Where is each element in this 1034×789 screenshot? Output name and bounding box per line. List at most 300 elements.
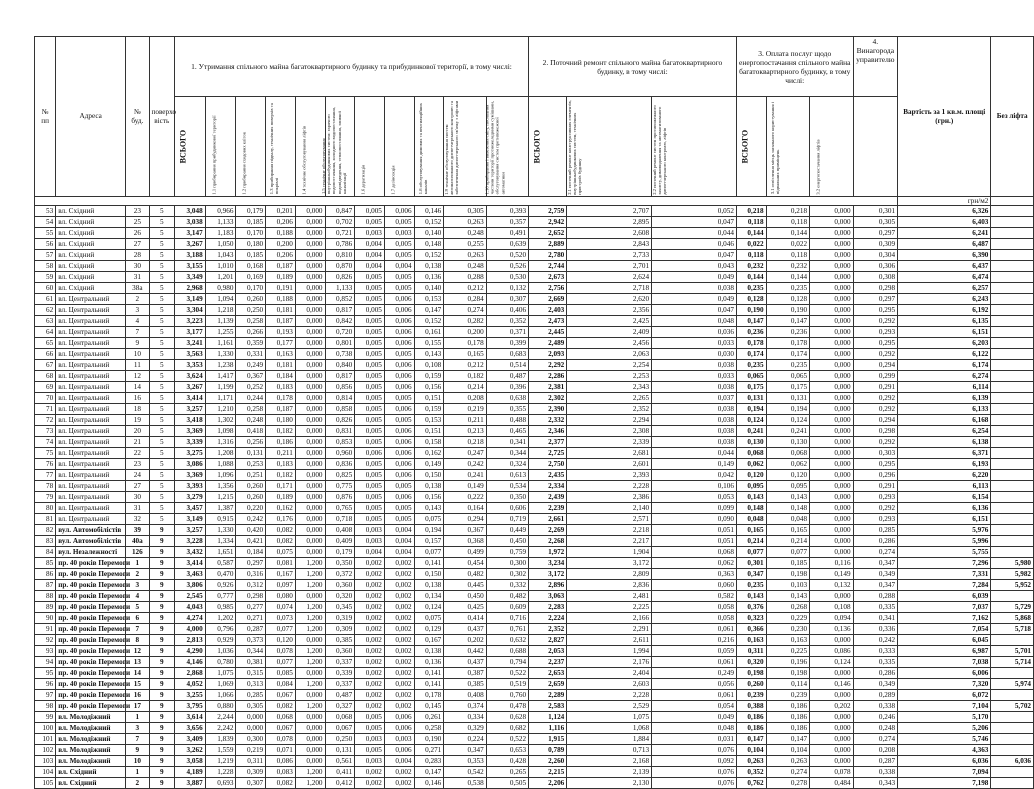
cell-value [991,723,1034,734]
cell-value: 0,186 [766,723,809,734]
cell-value: 0,294 [853,415,898,426]
cell-value: 0,277 [236,602,266,613]
cell-value: 0,349 [853,679,898,690]
cell-building: 30 [126,492,149,503]
cell-value: 0,150 [414,470,444,481]
cell-value: 0,170 [236,283,266,294]
table-row [35,338,1034,349]
cell-value: 2,356 [567,305,652,316]
cell-value: 0,271 [414,745,444,756]
cell-value: 6,403 [898,217,991,228]
cell-num: 62 [35,305,56,316]
cell-value: 0,000 [295,338,325,349]
cell-value: 0,170 [236,228,266,239]
cell-value: 0,263 [444,250,486,261]
cell-building: 1 [126,558,149,569]
group-repair-header: 2. Поточний ремонт спільного майна багатоквартирного будинку, в тому числі: [529,37,737,97]
cell-building: 5 [126,602,149,613]
cell-num: 98 [35,701,56,712]
cell-value: 0,505 [486,778,528,789]
cell-value: 0,000 [810,712,853,723]
cell-floors: 5 [149,360,174,371]
cell-value: 1,050 [205,239,236,250]
cell-value: 0,162 [266,503,296,514]
cell-value: 0,175 [736,382,766,393]
cell-value: 0,274 [444,305,486,316]
cell-value: 2,217 [567,536,652,547]
cell-building: 7 [126,624,149,635]
table-row [35,272,1034,283]
sub1-header: 1.9 технічне обслуговування систем автоматизованого диспетчерського контролю та забезпечення диспетчерського зв'язку з ліфтами [444,97,486,197]
cell-floors: 9 [149,580,174,591]
cell-value: 0,059 [652,646,737,657]
cell-address: пр. 40 років Перемоги [56,635,126,646]
cell-value: 2,063 [567,349,652,360]
cell-value: 0,319 [325,613,355,624]
table-row [35,591,1034,602]
cell-value: 0,309 [853,239,898,250]
cell-value: 0,200 [444,327,486,338]
cell-value: 0,189 [266,492,296,503]
cell-value: 0,831 [325,426,355,437]
cell-floors: 9 [149,734,174,745]
sub1-header: 1.10 прибирання і вивезення снігу, посипання частини території протиожеледними сумішами, обслуговування систем протипожежної автоматики [486,97,528,197]
group-energy-header: 3. Оплата послуг щодо енергопостачання спільного майна багатоквартирного будинку, в тому числі: [736,37,853,97]
cell-value: 0,420 [236,525,266,536]
cell-value: 0,188 [266,228,296,239]
cell-value: 2,624 [567,272,652,283]
cell-value: 0,716 [486,613,528,624]
cell-value: 0,073 [266,613,296,624]
cell-value: 0,006 [384,316,414,327]
cell-value: 0,061 [652,690,737,701]
cell-floors: 9 [149,602,174,613]
cell-value: 0,350 [486,492,528,503]
cell-value: 0,000 [810,327,853,338]
cell-value: 0,840 [325,360,355,371]
cell-value: 6,114 [898,382,991,393]
cell-value: 1,096 [205,470,236,481]
cell-num: 92 [35,635,56,646]
cell-value: 1,200 [295,602,325,613]
cell-value: 0,005 [355,459,385,470]
cell-value: 0,138 [414,646,444,657]
cell-value: 6,174 [898,360,991,371]
cell-value: 1,839 [205,734,236,745]
cell-value: 0,000 [810,415,853,426]
cell-value: 0,005 [355,371,385,382]
cell-value: 0,174 [766,349,809,360]
cell-value: 2,381 [529,382,567,393]
cell-value: 0,385 [444,679,486,690]
cell-value: 0,159 [414,404,444,415]
cell-value: 0,000 [810,393,853,404]
cell-value: 2,673 [529,272,567,283]
cell-value: 0,000 [295,481,325,492]
cell-value [991,734,1034,745]
cell-value: 2,409 [567,327,652,338]
table-row [35,470,1034,481]
cell-value: 0,131 [325,745,355,756]
sub1-header: 1.2 прибирання сходових кліток [236,97,266,197]
cell-value: 0,005 [355,283,385,294]
cell-value: 0,002 [355,591,385,602]
cell-value: 0,006 [384,206,414,217]
cell-value: 0,301 [736,558,766,569]
cell-value: 1,210 [205,404,236,415]
cell-value: 0,136 [414,657,444,668]
cell-value: 0,038 [652,437,737,448]
cell-value: 0,000 [295,547,325,558]
cell-value: 0,143 [414,503,444,514]
table-row [35,767,1034,778]
cell-value: 2,343 [567,382,652,393]
cell-value: 2,168 [567,756,652,767]
cell-value: 0,002 [384,635,414,646]
unit-label: грн/м2 [898,197,991,206]
cell-floors: 5 [149,514,174,525]
cell-value: 2,473 [529,316,567,327]
table-row [35,558,1034,569]
cell-value: 0,214 [736,536,766,547]
cell-value: 0,826 [325,272,355,283]
cell-value: 0,178 [444,338,486,349]
cell-value: 0,295 [853,338,898,349]
cell-value: 3,457 [174,503,205,514]
cell-value: 0,338 [853,701,898,712]
cell-value: 0,248 [444,261,486,272]
cell-floors: 5 [149,283,174,294]
cell-value: 2,139 [567,767,652,778]
cell-value: 6,487 [898,239,991,250]
table-row [35,580,1034,591]
cell-value: 0,196 [766,657,809,668]
cell-value: 0,366 [736,624,766,635]
cell-value: 0,350 [325,558,355,569]
cell-building: 14 [126,382,149,393]
cell-value: 2,166 [567,613,652,624]
cell-floors: 9 [149,613,174,624]
cell-value: 0,491 [486,228,528,239]
cell-value: 0,242 [444,459,486,470]
cell-value: 3,257 [174,525,205,536]
cell-value: 6,437 [898,261,991,272]
cell-address: вл. Східний [56,217,126,228]
cell-value: 0,000 [810,360,853,371]
cell-value: 0,148 [736,503,766,514]
cell-address: вул. Автомобілістів [56,536,126,547]
cell-value: 2,242 [205,723,236,734]
cell-value: 0,060 [652,580,737,591]
cell-value: 0,363 [652,569,737,580]
cell-value: 2,611 [567,635,652,646]
cell-building: 22 [126,448,149,459]
cell-value [991,459,1034,470]
cell-value: 0,368 [444,536,486,547]
cell-value: 4,363 [898,745,991,756]
cell-address: пр. 40 років Перемоги [56,624,126,635]
cell-building: 38а [126,283,149,294]
cell-value: 0,000 [810,250,853,261]
cell-value: 0,077 [414,547,444,558]
cell-value: 1,387 [205,503,236,514]
cell-value: 0,817 [325,305,355,316]
cell-value: 3,279 [174,492,205,503]
cell-value: 0,352 [736,767,766,778]
cell-floors: 9 [149,635,174,646]
cell-value: 0,284 [444,294,486,305]
cell-floors: 5 [149,481,174,492]
cell-num: 91 [35,624,56,635]
cell-value: 0,068 [736,448,766,459]
cell-value: 1,334 [205,536,236,547]
cell-value: 6,474 [898,272,991,283]
cell-floors: 5 [149,272,174,283]
cell-value: 0,000 [295,382,325,393]
table-row [35,382,1034,393]
cell-value: 0,198 [766,668,809,679]
cell-num: 64 [35,327,56,338]
cell-value: 7,038 [898,657,991,668]
cell-value: 3,418 [174,415,205,426]
cell-num: 77 [35,470,56,481]
table-row [35,668,1034,679]
cell-value: 0,212 [444,360,486,371]
cell-address: вл. Центральний [56,448,126,459]
cell-value: 0,175 [766,382,809,393]
cell-value: 0,414 [444,613,486,624]
cell-value: 0,082 [266,525,296,536]
cell-value: 2,053 [529,646,567,657]
cell-value: 0,235 [736,360,766,371]
cell-value: 3,149 [174,514,205,525]
cell-building: 19 [126,415,149,426]
cell-value: 0,224 [444,734,486,745]
cell-address: вл. Східний [56,767,126,778]
cell-value: 0,293 [853,514,898,525]
cell-num: 58 [35,261,56,272]
cell-value: 0,478 [486,701,528,712]
cell-value: 0,336 [853,624,898,635]
cell-value: 0,005 [355,514,385,525]
cell-value: 0,068 [766,448,809,459]
cell-value: 2,896 [529,580,567,591]
cell-value: 0,582 [652,591,737,602]
cell-floors: 5 [149,371,174,382]
cell-value: 0,138 [414,481,444,492]
cell-building: 23 [126,206,149,217]
cell-value: 0,263 [766,756,809,767]
cell-value: 5,974 [991,679,1034,690]
cell-value: 0,606 [486,503,528,514]
cell-value: 0,005 [355,272,385,283]
cell-value: 7,054 [898,624,991,635]
cell-value: 0,235 [766,360,809,371]
cell-value: 3,188 [174,250,205,261]
sum1-header: ВСЬОГО [174,97,205,197]
cell-building: 15 [126,679,149,690]
cell-value: 0,068 [325,712,355,723]
cell-value: 0,000 [236,712,266,723]
cell-value: 0,002 [355,613,385,624]
cell-value: 0,000 [810,316,853,327]
cell-value: 2,346 [529,426,567,437]
cell-num: 71 [35,404,56,415]
cell-value: 0,004 [355,250,385,261]
cell-value: 0,163 [766,635,809,646]
table-row [35,624,1034,635]
cell-value: 2,260 [529,756,567,767]
cell-value [991,316,1034,327]
cell-value: 0,138 [414,261,444,272]
cell-value: 2,254 [567,360,652,371]
cell-value: 0,044 [652,448,737,459]
cell-address: вл. Східний [56,778,126,789]
cell-value: 0,005 [355,217,385,228]
cell-value: 0,004 [384,261,414,272]
cell-value: 0,067 [266,690,296,701]
cell-value: 6,135 [898,316,991,327]
table-row [35,305,1034,316]
cell-num: 84 [35,547,56,558]
cell-value: 2,269 [529,525,567,536]
cell-value: 0,000 [295,492,325,503]
cell-value: 0,406 [486,305,528,316]
cell-value: 0,082 [266,536,296,547]
cell-value: 2,652 [529,228,567,239]
cell-value: 0,000 [810,448,853,459]
cell-value: 0,309 [236,767,266,778]
cell-value: 0,288 [444,272,486,283]
cell-value: 0,248 [236,415,266,426]
cell-value: 6,203 [898,338,991,349]
cell-value: 3,155 [174,261,205,272]
cell-value: 0,246 [853,712,898,723]
cell-value: 2,445 [529,327,567,338]
cell-value: 7,104 [898,701,991,712]
cell-building: 1 [126,712,149,723]
cell-value: 0,713 [567,745,652,756]
cell-value: 0,206 [266,250,296,261]
cell-value: 0,097 [266,580,296,591]
cell-value: 0,408 [325,525,355,536]
cell-num: 102 [35,745,56,756]
cell-value: 0,208 [444,393,486,404]
cell-value: 0,153 [414,294,444,305]
table-row [35,712,1034,723]
cell-value: 2,701 [567,261,652,272]
cell-value: 6,036 [991,756,1034,767]
cell-value: 0,163 [266,349,296,360]
cell-value: 0,140 [414,283,444,294]
cell-value: 5,170 [898,712,991,723]
cell-value [991,404,1034,415]
cell-value: 0,248 [444,228,486,239]
table-row [35,679,1034,690]
cell-value: 6,151 [898,514,991,525]
cell-value: 0,587 [205,558,236,569]
cell-value: 6,192 [898,305,991,316]
cell-value: 0,076 [652,745,737,756]
cell-value: 0,144 [766,228,809,239]
cell-value [991,547,1034,558]
cell-address: пр. 40 років Перемоги [56,569,126,580]
cell-value: 0,000 [810,371,853,382]
cell-value: 2,253 [567,371,652,382]
cell-value: 0,000 [810,217,853,228]
cell-value: 0,387 [444,668,486,679]
cell-value: 0,335 [853,602,898,613]
cell-value: 0,296 [853,470,898,481]
cell-value: 0,721 [325,228,355,239]
cell-value: 0,158 [414,437,444,448]
cell-value: 0,880 [205,701,236,712]
cell-value: 2,603 [567,679,652,690]
cell-value: 0,005 [355,492,385,503]
cell-value: 1,068 [567,723,652,734]
cell-value: 0,128 [766,294,809,305]
cell-building: 21 [126,437,149,448]
cell-value: 3,172 [529,569,567,580]
cell-value: 0,048 [652,723,737,734]
cell-value: 6,220 [898,470,991,481]
cell-value: 0,048 [652,316,737,327]
cell-value: 0,002 [355,657,385,668]
cell-value [991,481,1034,492]
cell-value: 0,002 [384,613,414,624]
cell-building: 3 [126,305,149,316]
cell-value [991,305,1034,316]
cell-value: 0,241 [736,426,766,437]
cell-value: 0,249 [652,668,737,679]
cell-value [991,294,1034,305]
cell-value: 0,347 [444,745,486,756]
cell-value: 0,182 [266,470,296,481]
cell-address: вл. Молодіжний [56,712,126,723]
cell-value [991,712,1034,723]
cell-value: 0,761 [486,624,528,635]
cell-value: 0,229 [766,613,809,624]
cell-value: 2,228 [567,481,652,492]
cell-value: 0,190 [414,734,444,745]
cell-value: 0,437 [444,657,486,668]
cell-value: 0,312 [236,580,266,591]
cell-value: 0,187 [266,316,296,327]
cell-value: 0,002 [355,767,385,778]
cell-value: 0,514 [486,360,528,371]
cell-value [991,415,1034,426]
cell-value: 0,000 [810,481,853,492]
cell-value: 0,248 [853,723,898,734]
sub1-header: 1.3 прибирання підвалу, технічних поверхів та покрівлі [266,97,296,197]
cell-value: 2,228 [567,690,652,701]
cell-value: 6,193 [898,459,991,470]
cell-value: 0,002 [384,701,414,712]
cell-value: 0,086 [810,646,853,657]
cell-value: 6,274 [898,371,991,382]
table-row [35,239,1034,250]
cell-floors: 9 [149,591,174,602]
cell-value: 0,163 [736,635,766,646]
cell-num: 96 [35,679,56,690]
cell-value: 0,258 [236,316,266,327]
cell-value: 0,293 [853,327,898,338]
cell-value: 0,201 [266,206,296,217]
cell-value: 0,003 [355,734,385,745]
cell-value: 0,000 [295,239,325,250]
cell-value: 0,076 [652,778,737,789]
cell-value: 0,094 [810,613,853,624]
